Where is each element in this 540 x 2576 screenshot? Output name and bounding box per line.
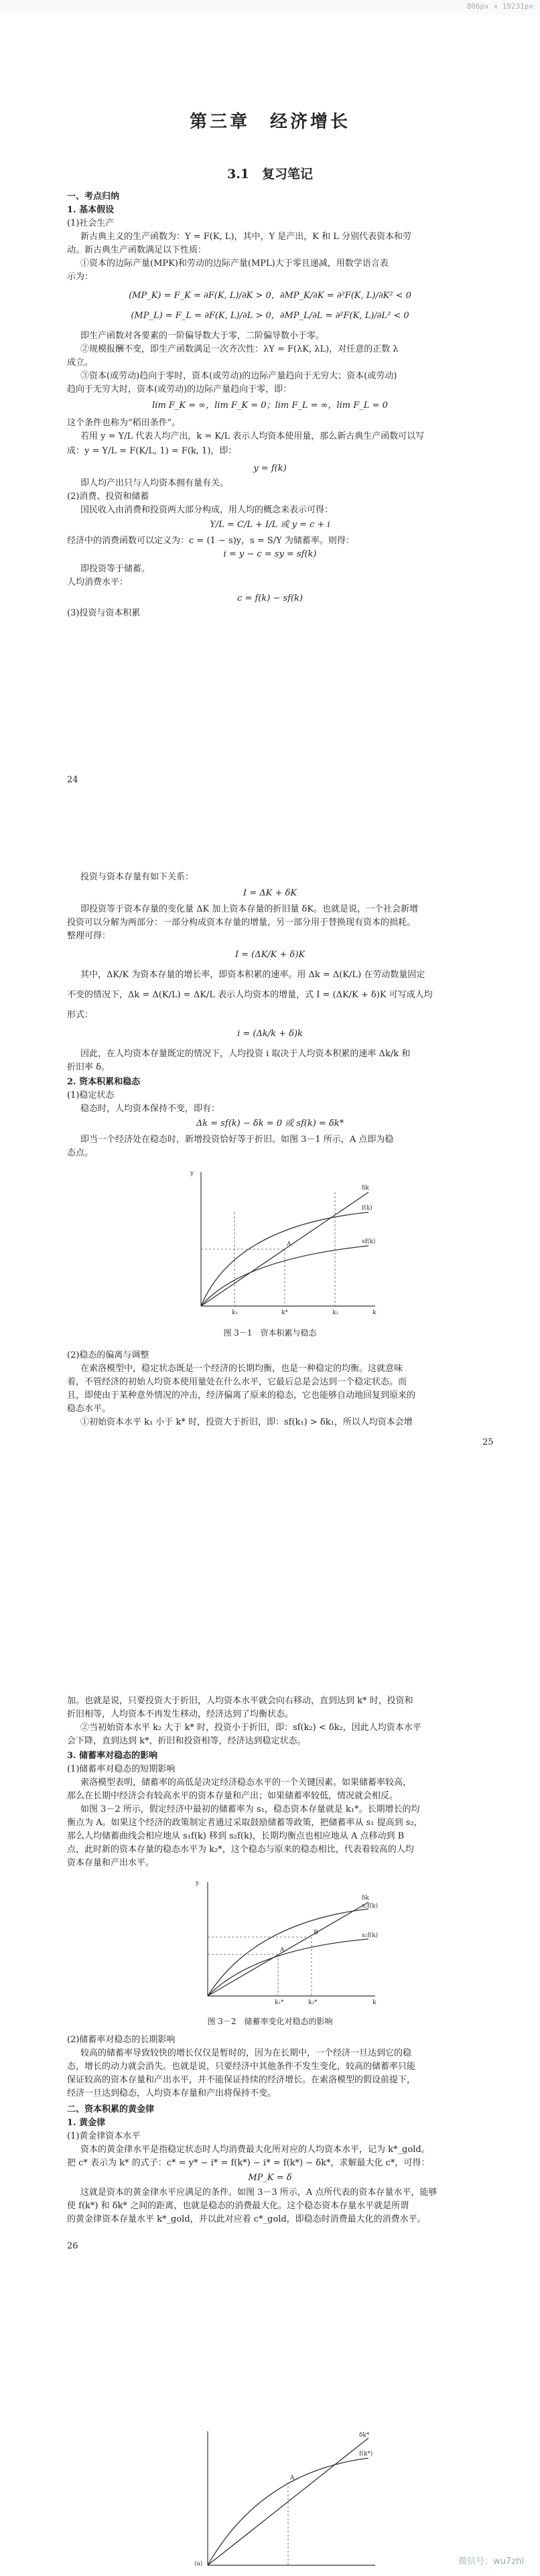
- svg-text:y: y: [190, 1170, 194, 1177]
- formula-golden-rule: MP_K = δ: [248, 2173, 292, 2183]
- paragraph: 这个条件也称为“稻田条件”。: [67, 418, 181, 428]
- svg-text:A: A: [290, 2475, 295, 2482]
- paragraph: 在索洛模型中，稳定状态既是一个经济的长期均衡，也是一种稳定的均衡。这就意味: [80, 1364, 403, 1374]
- paragraph: 经济中的消费函数可以定义为：c = (1 − s)y，s = S/Y 为储蓄率。则得：: [67, 536, 354, 546]
- paragraph: 点，此时新的资本存量的稳态水平为 k₂*，这个稳态与原来的稳态相比，代表着较高的人均: [67, 1845, 414, 1855]
- figure-3-1-capital-accumulation: [181, 1165, 382, 1323]
- figure-3-2-saving-rate: [181, 1875, 382, 2009]
- formula-inada: lim F_K = ∞，lim F_K = 0；lim F_L = ∞，lim F_L = 0: [152, 401, 388, 411]
- heading-production: (1)社会生产: [67, 218, 115, 228]
- paragraph: 形式：: [67, 1010, 94, 1020]
- svg-text:s₁f(k): s₁f(k): [362, 1932, 379, 1939]
- paragraph: 趋向于无穷大时，资本(或劳动)的边际产量趋向于零，即：: [67, 384, 292, 395]
- formula-mpl: (MP_L) = F_L = ∂F(K, L)/∂L > 0，∂MP_L/∂L = ∂²F(K, L)/∂L² < 0: [131, 311, 409, 321]
- formula-investment-rate: I = (ΔK/K + δ)K: [234, 950, 306, 960]
- svg-text:sf(k): sf(k): [362, 1238, 376, 1245]
- paragraph: 新古典主义的生产函数为：Y = F(K, L)，其中，Y 是产出，K 和 L 分别代表资本和劳: [80, 232, 411, 242]
- svg-text:B: B: [314, 1930, 318, 1936]
- paragraph: 其中，ΔK/K 为资本存量的增长率，即资本积累的速率。用 Δk = Δ(K/L) 在劳动数量固定: [80, 970, 425, 980]
- paragraph: 即当一个经济处在稳态时，新增投资恰好等于折旧。如图 3－1 所示，A 点即为稳: [80, 1135, 394, 1145]
- heading-steady-state: 2. 资本积累和稳态: [67, 1077, 141, 1087]
- paragraph: 态，增长的动力就会消失。也就是说，只要经济中其他条件不发生变化，较高的储蓄率只能: [67, 2062, 416, 2072]
- paragraph: 若用 y = Y/L 代表人均产出，k = K/L 表示人均资本使用量，那么新古典生产函数可以写: [80, 431, 425, 441]
- svg-text:f(k*): f(k*): [359, 2451, 373, 2457]
- svg-text:A: A: [287, 1241, 291, 1248]
- paragraph: 投资与资本存量有如下关系：: [80, 872, 194, 882]
- svg-text:y: y: [196, 1880, 200, 1887]
- paragraph: 的黄金律资本存量水平 k*_gold，并以此对应着 c*_gold，即稳态时消费最大化的消费水平。: [67, 2214, 426, 2224]
- svg-text:δk: δk: [362, 1895, 369, 1902]
- watermark-wechat-id: 微信号：wu7zhl: [458, 2557, 524, 2567]
- paragraph: 加。也就是说，只要投资大于折旧，人均资本水平就会向右移动，直到达到 k* 时，投资和: [67, 1696, 413, 1706]
- heading-golden-rule-level: (1)黄金律资本水平: [67, 2131, 141, 2141]
- svg-text:k₂: k₂: [332, 1309, 339, 1316]
- paragraph: 折旧相等，人均资本不再发生移动，经济达到了均衡状态。: [67, 1709, 294, 1719]
- page-number: 26: [67, 2241, 78, 2251]
- svg-text:k: k: [373, 1999, 377, 2006]
- paragraph: 着，不管经济的初始人均资本使用量处在什么水平，它最后总是会达到一个稳定状态。而: [67, 1377, 407, 1387]
- paragraph: 即投资等于资本存量的变化量 ΔK 加上资本存量的折旧量 δK。也就是说，一个社会新增: [80, 904, 419, 914]
- heading-deviation: (2)稳态的偏离与调整: [67, 1350, 149, 1360]
- svg-text:f(k): f(k): [362, 1205, 373, 1212]
- formula-investment: i = y − c = sy = sf(k): [223, 549, 317, 559]
- paragraph: 即生产函数对各要素的一阶偏导数大于零，二阶偏导数小于零。: [80, 331, 325, 341]
- paragraph: 经济一旦达到稳态，人均资本存量和产出将保持不变。: [67, 2088, 277, 2098]
- paragraph: 使 f(k*) 和 δk* 之间的距离，也就是稳态的消费最大化。这个稳态资本存量水平就是所谓: [67, 2201, 409, 2211]
- heading-basic-assumptions: 1. 基本假设: [67, 205, 115, 215]
- paragraph: 如图 3－2 所示，假定经济中最初的储蓄率为 s₁，稳态资本存量就是 k₁*。长期增长的均: [80, 1804, 420, 1814]
- paragraph: 资本存量和产出水平。: [67, 1858, 155, 1868]
- paragraph: ③资本(或劳动)趋向于零时，资本(或劳动)的边际产量趋向于无穷大；资本(或劳动): [80, 371, 397, 381]
- figure-3-1-caption: 图 3－1 资本积累与稳态: [223, 1328, 317, 1338]
- paragraph: 那么人均储蓄曲线会相应地从 s₁f(k) 移到 s₂f(k)，长期均衡点也相应地从 A 点移动到 B: [67, 1831, 405, 1841]
- section-title: 3.1 复习笔记: [226, 167, 314, 182]
- svg-text:(a): (a): [194, 2561, 203, 2567]
- formula-per-capita-investment: i = (Δk/k + δ)k: [237, 1029, 303, 1039]
- formula-consumption: c = f(k) − sf(k): [237, 593, 303, 603]
- paragraph: 那么在长期中经济会有较高水平的资本存量和产出；如果储蓄率较低，情况就会相反。: [67, 1791, 399, 1801]
- paragraph: 因此，在人均资本存量既定的情况下，人均投资 i 取决于人均资本积累的速率 Δk/k 和: [80, 1049, 411, 1059]
- svg-text:k: k: [373, 1309, 377, 1316]
- document-page-27: [0, 2384, 540, 2576]
- paragraph: ②规模报酬不变，即生产函数满足一次齐次性：λY = F(λK, λL)，对任意的正数 λ: [80, 344, 399, 354]
- heading-part-1: 一、考点归纳: [67, 192, 120, 202]
- svg-text:k₁: k₁: [232, 1309, 239, 1316]
- svg-text:k₁*: k₁*: [275, 1999, 284, 2006]
- paragraph: 国民收入由消费和投资两大部分构成，用人均的概念来表示可得：: [80, 505, 334, 515]
- formula-mpk: (MP_K) = F_K = ∂F(K, L)/∂K > 0，∂MP_K/∂K = ∂²F(K, L)/∂K² < 0: [129, 291, 411, 301]
- paragraph: ①初始资本水平 k₁ 小于 k* 时，投资大于折旧，即：sf(k₁) > δk₁，所以人均资本会增: [80, 1417, 413, 1427]
- paragraph: 即投资等于储蓄。: [80, 564, 151, 574]
- paragraph: 稳态水平。: [67, 1404, 111, 1414]
- heading-saving-rate: 3. 储蓄率对稳态的影响: [67, 1751, 158, 1761]
- page-number: 24: [67, 775, 78, 785]
- formula-income: Y/L = C/L + I/L 或 y = c + i: [210, 520, 330, 530]
- image-size-label: 806px × 19231px: [466, 2, 533, 11]
- paragraph: 衡点为 A。如果这个经济的政策制定者通过采取鼓励储蓄等政策，把储蓄率从 s₁ 提高到 s₂，: [67, 1818, 423, 1828]
- paragraph: 会下降，直到达到 k*，折旧和投资相等，经济达到稳定状态。: [67, 1736, 306, 1746]
- paragraph: 整理可得：: [67, 931, 111, 941]
- paragraph: 成：y = Y/L = F(K/L, 1) = F(k, 1)，即：: [67, 446, 237, 456]
- paragraph: 折旧率 δ。: [67, 1062, 110, 1072]
- formula-steady-state: Δk = sf(k) − δk = 0 或 sf(k) = δk*: [196, 1119, 344, 1129]
- svg-text:δk: δk: [362, 1185, 369, 1192]
- paragraph: 人均消费水平：: [67, 577, 129, 587]
- heading-long-run: (2)储蓄率对稳态的长期影响: [67, 2035, 176, 2045]
- figure-3-2-caption: 图 3－2 储蓄率变化对稳态的影响: [207, 2017, 333, 2026]
- paragraph: 投资可以分解为两部分：一部分构成资本存量的增量，另一部分用于替换现有资本的损耗。: [67, 918, 416, 928]
- heading-part-2: 二、资本积累的黄金律: [67, 2104, 155, 2115]
- paragraph: 索洛模型表明，储蓄率的高低是决定经济稳态水平的一个关键因素。如果储蓄率较高，: [80, 1778, 412, 1788]
- paragraph: 态点。: [67, 1148, 94, 1158]
- paragraph: 资本的黄金律水平是指稳定状态时人均消费最大化所对应的人均资本水平，记为 k*_gold。: [80, 2145, 430, 2155]
- formula-intensive: y = f(k): [253, 463, 287, 474]
- page-number: 25: [482, 1437, 494, 1447]
- paragraph: ①资本的边际产量(MPK)和劳动的边际产量(MPL)大于零且递减，用数学语言表: [80, 259, 389, 269]
- document-page-26: [0, 1688, 540, 2317]
- svg-text:s₂f(k): s₂f(k): [362, 1903, 379, 1910]
- paragraph: 动。新古典生产函数满足以下性质：: [67, 245, 207, 255]
- viewer-bar: [0, 0, 540, 15]
- heading-steady-definition: (1)稳定状态: [67, 1090, 115, 1100]
- svg-text:k₂*: k₂*: [308, 1999, 318, 2006]
- paragraph: 示为：: [67, 272, 94, 282]
- paragraph: 成立。: [67, 358, 94, 368]
- document-page-24: [0, 15, 540, 785]
- formula-investment-capital: I = ΔK + δK: [243, 888, 297, 898]
- heading-consumption: (2)消费、投资和储蓄: [67, 492, 149, 502]
- paragraph: 不变的情况下，Δk = Δ(K/L) = ΔK/L 表示人均资本的增量，式 I = (ΔK/K + δ)K 可写成人均: [67, 990, 433, 1000]
- heading-investment-capital: (3)投资与资本积累: [67, 608, 141, 618]
- paragraph: 保证较高的资本存量和产出水平，并不能保证持续的经济增长。在索洛模型的假设前提下，: [67, 2075, 416, 2085]
- document-page-25: [0, 864, 540, 1467]
- heading-golden-rule: 1. 黄金律: [67, 2118, 106, 2128]
- paragraph: 这就是资本的黄金律水平应满足的条件。如图 3－3 所示，A 点所代表的资本存量水平，能够: [80, 2188, 437, 2198]
- paragraph: ②当初始资本水平 k₂ 大于 k* 时，投资小于折旧，即：sf(k₂) < δk₂，因此人均资本水平: [80, 1723, 421, 1733]
- paragraph: 即人均产出只与人均资本拥有量有关。: [80, 478, 229, 488]
- svg-text:δk*: δk*: [359, 2432, 370, 2439]
- paragraph: 稳态时，人均资本保持不变，即有：: [80, 1104, 220, 1114]
- paragraph: 且，即使由于某种意外情况的冲击，经济偏离了原来的稳态，它也能够自动地回复到原来的: [67, 1390, 416, 1401]
- heading-short-run: (1)储蓄率对稳态的短期影响: [67, 1764, 176, 1774]
- chapter-title: 第三章 经济增长: [189, 112, 350, 132]
- svg-text:k*: k*: [281, 1309, 288, 1316]
- figure-3-3-golden-rule: [181, 2425, 382, 2572]
- svg-text:A: A: [280, 1947, 285, 1954]
- paragraph: 把 c* 表示为 k* 的式子：c* = y* − i* = f(k*) − i* = f(k*) − δk*，求解最大化 c*，可得：: [67, 2158, 430, 2168]
- paragraph: 较高的储蓄率导致较快的增长仅仅是暂时的，因为在长期中，一个经济一旦达到它的稳: [80, 2048, 412, 2058]
